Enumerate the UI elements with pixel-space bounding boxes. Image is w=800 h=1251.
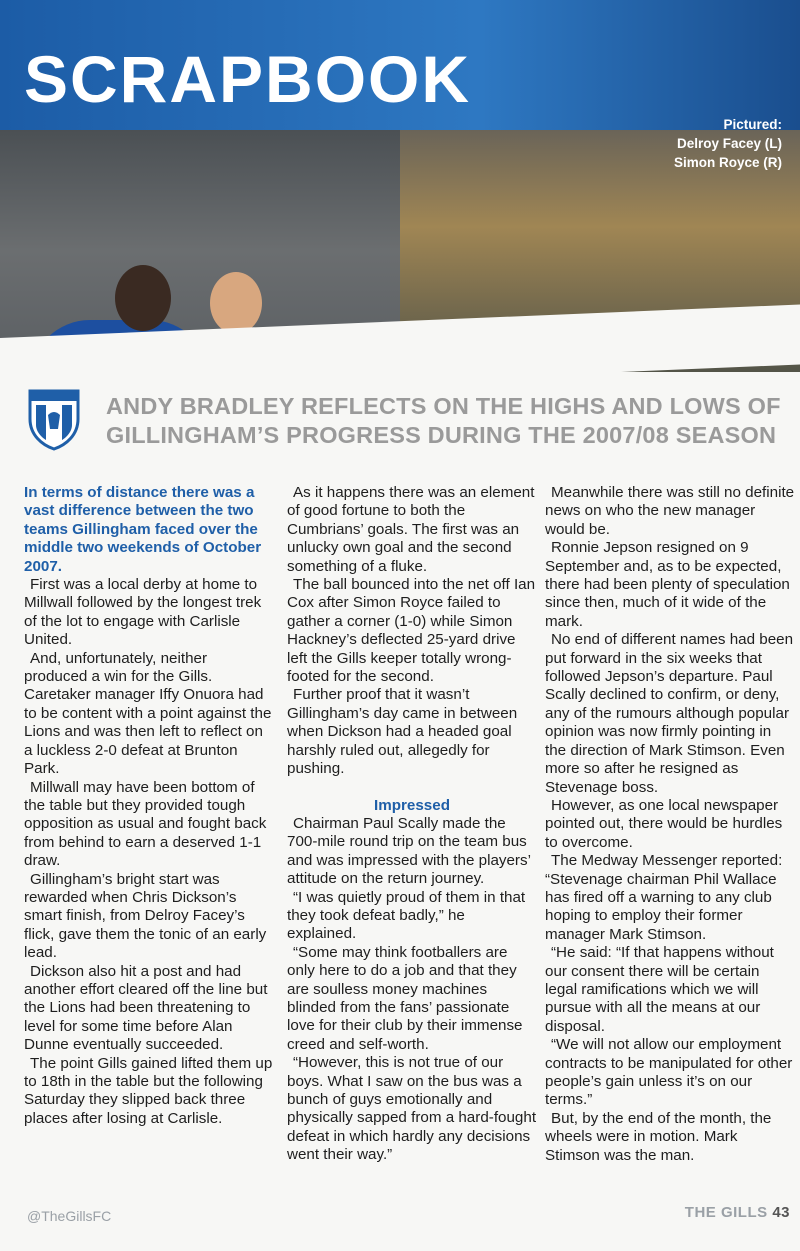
paragraph: Millwall may have been bottom of the table but they provided tough opposition as usual and fought back from behind to earn a deserved 1-1 draw. — [24, 778, 267, 870]
paragraph: The ball bounced into the net off Ian Cox after Simon Royce failed to gather a corner (1-0) while Simon Hackney’s deflected 25-yard drive left the Gills keeper totally wrong-footed for the second. — [287, 576, 536, 686]
paragraph: “We will not allow our employment contracts to be manipulated for other people’s gain unless it’s on our terms.” — [545, 1036, 793, 1109]
spacer — [287, 779, 537, 795]
player-head — [210, 272, 262, 334]
page-number: 43 — [772, 1204, 790, 1221]
paragraph: No end of different names had been put forward in the six weeks that followed Jepson’s departure. Paul Scally declined to confirm, or deny, any of the rumours although popular opinion was now firmly pointing in the direction of Mark Stimson. Even more so after he resigned as Stevenage boss. — [545, 631, 794, 796]
paragraph: “Some may think footballers are only here to do a job and that they are soulless money machines blinded from the fans’ passionate love for their club by their immense creed and self-worth. — [287, 943, 523, 1053]
paragraph: “I was quietly proud of them in that they took defeat badly,” he explained. — [287, 888, 526, 943]
paragraph: “He said: “If that happens without our consent there will be certain legal ramifications which we will pursue with all the means at our disposal. — [545, 944, 774, 1035]
player-head — [115, 265, 171, 331]
caption-line: Simon Royce (R) — [673, 155, 782, 170]
paragraph: The point Gills gained lifted them up to 18th in the table but the following Saturday they slipped back three places after losing at Carlisle. — [24, 1054, 273, 1127]
paragraph: And, unfortunately, neither produced a win for the Gills. Caretaker manager Iffy Onuora had to be content with a point against the Lions and was then left to reflect on a luckless 2-0 defeat at Brunton Park. — [24, 649, 272, 778]
paragraph: Dickson also hit a post and had another effort cleared off the line but the Lions had been threatening to level for some time before Alan Dunne eventually succeeded. — [24, 962, 268, 1054]
page-title: SCRAPBOOK — [24, 42, 472, 116]
paragraph: “However, this is not true of our boys. What I saw on the bus was a bunch of guys emotionally and physically sapped from a hard-fought defeat in which hardly any decisions went their way.” — [287, 1054, 537, 1164]
article-column-2 — [287, 484, 537, 1165]
paragraph: Ronnie Jepson resigned on 9 September and, as to be expected, there had been plenty of speculation since then, much of it wide of the mark. — [545, 539, 790, 630]
club-crest-icon — [26, 385, 82, 451]
caption-line: Delroy Facey (L) — [676, 136, 782, 151]
paragraph: The Medway Messenger reported: “Stevenage chairman Phil Wallace has fired off a warning to any club hoping to employ their former manager Mark Stimson. — [545, 852, 783, 943]
paragraph: Gillingham’s bright start was rewarded when Chris Dickson’s smart finish, from Delroy Facey’s flick, gave them the tonic of an early lead. — [24, 870, 267, 962]
paragraph: Meanwhile there was still no definite news on who the new manager would be. — [545, 484, 795, 538]
social-handle: @TheGillsFC — [27, 1208, 112, 1224]
section-subheading: Impressed — [374, 796, 450, 814]
article-subheading: ANDY BRADLEY REFLECTS ON THE HIGHS AND LOWS OF GILLINGHAM’S PROGRESS DURING THE 2007/08 SEASON — [106, 393, 781, 448]
photo-caption — [674, 115, 782, 172]
lead-paragraph: In terms of distance there was a vast difference between the two teams Gillingham faced over the middle two weekends of October 2007. — [24, 484, 262, 575]
paragraph: But, by the end of the month, the wheels were in motion. Mark Stimson was the man. — [545, 1109, 772, 1164]
article-column-3 — [545, 484, 795, 1165]
paragraph: First was a local derby at home to Millwall followed by the longest trek of the lot to engage with Carlisle United. — [24, 576, 262, 649]
page-footer — [685, 1204, 790, 1221]
paragraph: However, as one local newspaper pointed out, there would be hurdles to overcome. — [545, 796, 783, 851]
paragraph: Further proof that it wasn’t Gillingham’s day came in between when Dickson had a headed goal harshly ruled out, allegedly for pushing. — [287, 686, 518, 778]
paragraph: Chairman Paul Scally made the 700-mile round trip on the team bus and was impressed with the players’ attitude on the return journey. — [287, 814, 531, 888]
paragraph: As it happens there was an element of good fortune to both the Cumbrians’ goals. The first was an unlucky own goal and the second something of a fluke. — [287, 484, 535, 575]
magazine-name: THE GILLS — [684, 1204, 768, 1221]
caption-line: Pictured: — [723, 117, 782, 132]
article-column-1 — [24, 484, 274, 1128]
